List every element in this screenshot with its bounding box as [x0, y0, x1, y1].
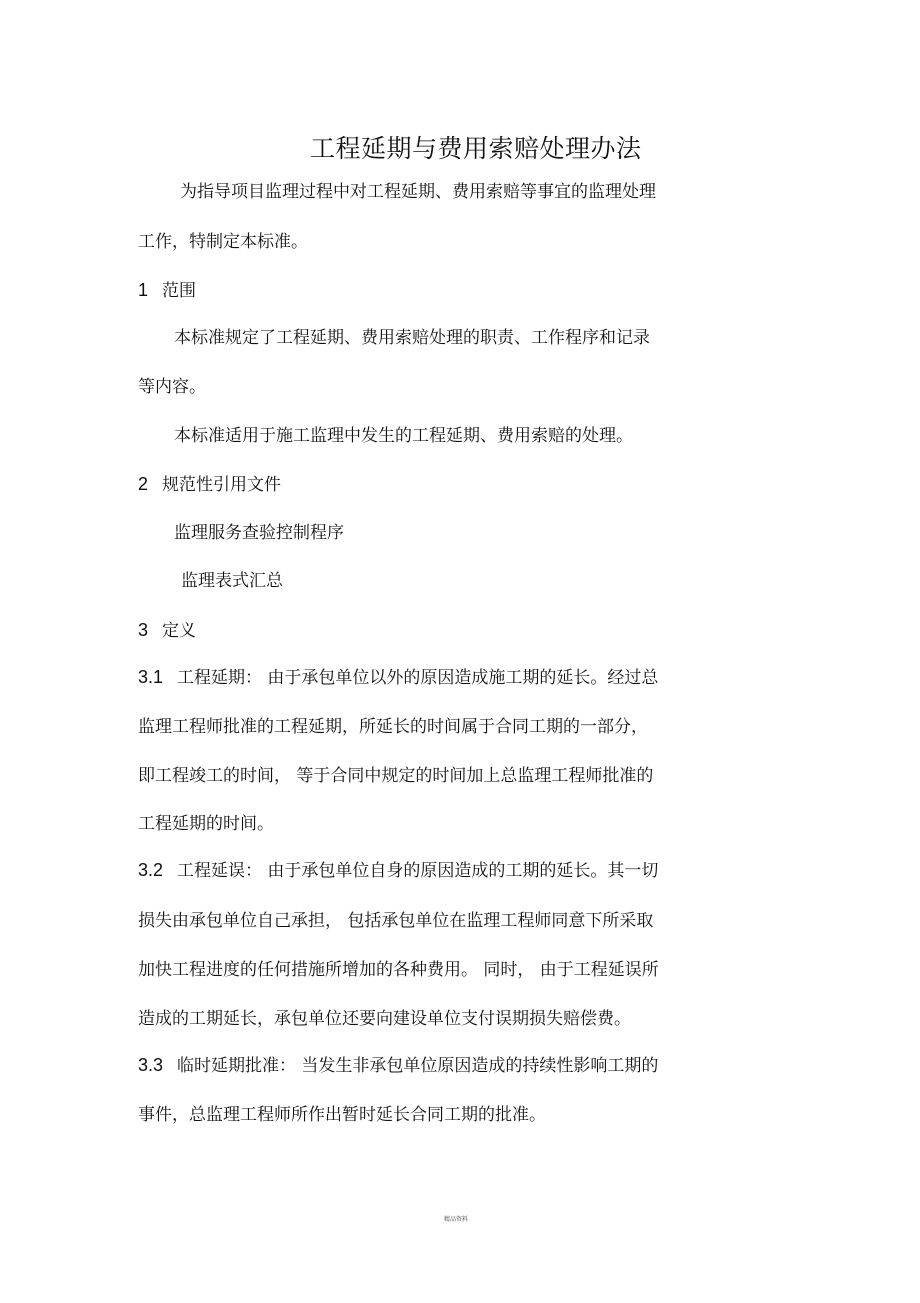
definition-3-2-line-3: 加快工程进度的任何措施所增加的各种费用。 同时， 由于工程延误所 [138, 960, 659, 980]
intro-line-1: 为指导项目监理过程中对工程延期、费用索赔等事宜的监理处理 [180, 182, 656, 202]
definition-3-2-line-4: 造成的工期延长，承包单位还要向建设单位支付误期损失赔偿费。 [138, 1009, 631, 1029]
section-3-heading [138, 619, 196, 642]
section-1-para-1-line-2: 等内容。 [138, 377, 206, 397]
reference-item: 监理表式汇总 [181, 571, 283, 591]
definition-3-1-line-1 [138, 666, 658, 689]
definition-3-3-line-2: 事件，总监理工程师所作出暂时延长合同工期的批准。 [138, 1105, 546, 1125]
definition-3-2-line-2: 损失由承包单位自己承担， 包括承包单位在监理工程师同意下所采取 [138, 911, 654, 931]
definition-number: 3.2 [138, 860, 164, 880]
page-footer: 精品资料 [444, 1216, 469, 1223]
section-title: 定义 [162, 621, 197, 641]
definition-3-1-line-4: 工程延期的时间。 [138, 814, 274, 834]
section-2-heading [138, 473, 281, 496]
definition-number: 3.3 [138, 1055, 164, 1075]
section-number: 2 [138, 474, 149, 494]
section-title: 范围 [162, 281, 197, 301]
definition-3-1-line-3: 即工程竣工的时间， 等于合同中规定的时间加上总监理工程师批准的 [138, 766, 654, 786]
section-number: 3 [138, 620, 149, 640]
section-1-para-2: 本标准适用于施工监理中发生的工程延期、费用索赔的处理。 [174, 426, 633, 446]
page-title: 工程延期与费用索赔处理办法 [310, 134, 642, 163]
section-1-para-1-line-1: 本标准规定了工程延期、费用索赔处理的职责、工作程序和记录 [174, 328, 650, 348]
definition-text: 工程延误： 由于承包单位自身的原因造成的工期的延长。其一切 [177, 861, 659, 881]
definition-3-3-line-1 [138, 1054, 658, 1077]
definition-text: 工程延期： 由于承包单位以外的原因造成施工期的延长。经过总 [177, 668, 659, 688]
definition-number: 3.1 [138, 667, 164, 687]
definition-3-2-line-1 [138, 859, 658, 882]
intro-line-2: 工作，特制定本标准。 [138, 232, 308, 252]
definition-3-1-line-2: 监理工程师批准的工程延期，所延长的时间属于合同工期的一部分， [138, 717, 648, 737]
reference-item: 监理服务查验控制程序 [174, 523, 344, 543]
definition-text: 临时延期批准： 当发生非承包单位原因造成的持续性影响工期的 [177, 1056, 659, 1076]
section-number: 1 [138, 280, 149, 300]
section-title: 规范性引用文件 [162, 475, 282, 495]
section-1-heading [138, 279, 196, 302]
